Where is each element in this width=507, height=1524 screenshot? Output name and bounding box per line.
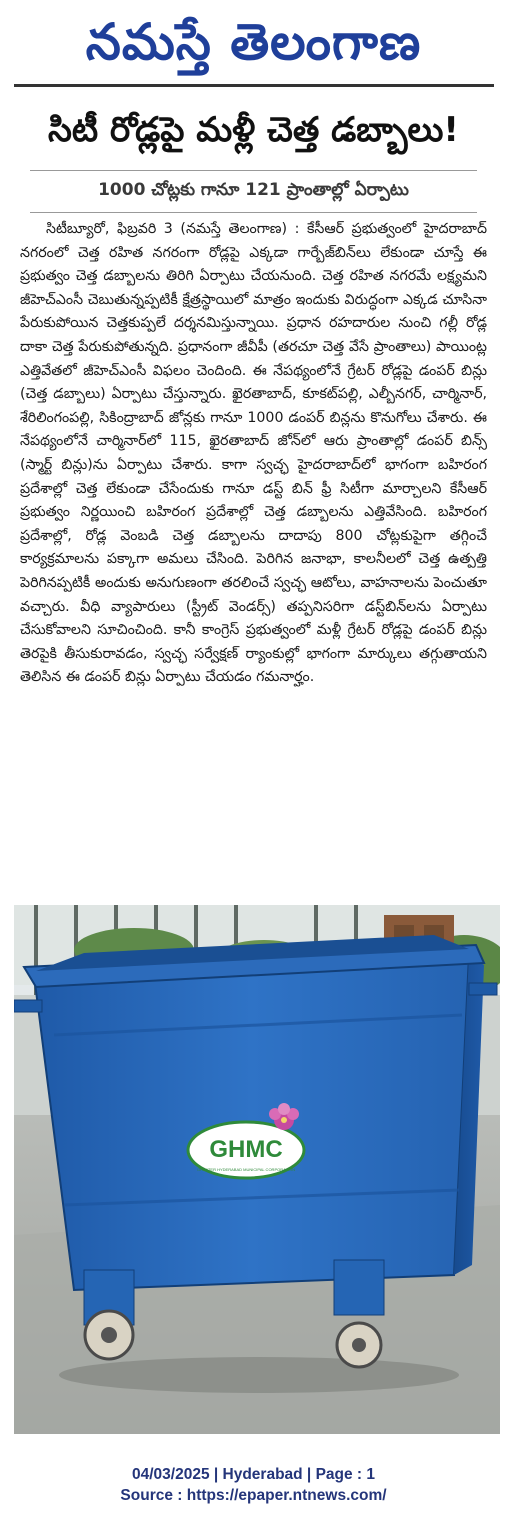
masthead-divider <box>14 84 494 87</box>
photo-illustration <box>14 905 500 1434</box>
dumper-bin-photo <box>14 905 500 1434</box>
headline-divider <box>30 170 477 171</box>
wheel <box>85 1311 133 1359</box>
article-headline: సిటీ రోడ్లపై మళ్లీ చెత్త డబ్బాలు! <box>48 110 459 150</box>
page-footer <box>0 1464 507 1506</box>
article-paragraph: సిటీబ్యూరో, ఫిబ్రవరి 3 (నమస్తే తెలంగాణ) : కేసీఆర్ ప్రభుత్వంలో హైదరాబాద్ నగరంలో చెత్త రహిత నగరంగా రోడ్లపై ఎక్కడా గార్బేజ్‌బిన్‌లు లేకుండా చూస్తే ఈ ప్రభుత్వం చెత్త డబ్బాలను తిరిగి ఏర్పాటు చేయనుంది. చెత్త రహిత నగరమే లక్ష్యమని జీహెచ్‌ఎంసీ చెబుతున్నప్పటికీ క్షేత్రస్థాయిలో మాత్రం ఇందుకు విరుద్ధంగా ఎక్కడ చూసినా పేరుకుపోయిన చెత్తకుప్పలే దర్శనమిస్తున్నాయి. ప్రధాన రహదారుల నుంచి గల్లీ రోడ్ల దాకా చెత్త పేరుకుపోతున్నది. ప్రధానంగా జీవీపీ (తరచూ చెత్త వేసే ప్రాంతాలు) పాయింట్ల ఎత్తివేతలో జీహెచ్‌ఎంసీ విఫలం చెందింది. ఈ నేపథ్యంలోనే గ్రేటర్ రోడ్లపై డంపర్ బిన్లు (చెత్త డబ్బాలు) ఏర్పాటు చేస్తున్నారు. ఖైరతాబాద్, కూకట్‌పల్లి, ఎల్బీనగర్, చార్మినార్, శేరిలింగంపల్లి, సికింద్రాబాద్ జోన్లకు గానూ 1000 డంపర్ బిన్లను కొనుగోలు చేశారు. ఈ నేపథ్యంలోనే చార్మినార్‌లో 115, ఖైరతాబాద్ జోన్‌లో ఆరు ప్రాంతాల్లో డంపర్ బిన్స్ (స్మార్ట్ బిన్లు)ను ఏర్పాటు చేశారు. కాగా స్వచ్ఛ హైదరాబాద్‌లో భాగంగా బహిరంగ ప్రదేశాల్లో చెత్త లేకుండా చేసేందుకు గానూ డస్ట్ బిన్ ఫ్రీ సిటీగా మార్చాలని కేసీఆర్ ప్రభుత్వం నిర్ణయించి బహిరంగ ప్రదేశాల్లో చెత్త డబ్బాలను ఎత్తివేసింది. బహిరంగ ప్రదేశాల్లో, రోడ్ల వెంబడి చెత్త డబ్బాలను దాదాపు 800 చోట్లకుపైగా తగ్గించే కార్యక్రమాలను పక్కాగా అమలు చేసింది. పెరిగిన జనాభా, కాలనీలలో చెత్త ఉత్పత్తి పెరిగినప్పటికీ అందుకు అనుగుణంగా తరలించే స్వచ్ఛ ఆటోలు, వాహనాలను పెంచుతూ వచ్చారు. వీధి వ్యాపారులు (స్ట్రీట్ వెండర్స్) తప్పనిసరిగా డస్ట్‌బిన్‌లను ఏర్పాటు చేసుకోవాలని సూచించింది. కానీ కాంగ్రెస్ ప్రభుత్వంలో మళ్లీ గ్రేటర్ రోడ్లపై డంపర్ బిన్లు తెరపైకి తీసుకురావడం, స్వచ్ఛ సర్వేక్షణ్ ర్యాంకుల్లో భాగంగా మార్కులు తగ్గుతాయని తెలిసిన ఈ డంపర్ బిన్లు ఏర్పాటు చేయడం గమనార్హం. <box>20 221 487 686</box>
footer-date-line: 04/03/2025 | Hyderabad | Page : 1 <box>131 1466 376 1483</box>
logo-text: GHMC <box>209 1136 283 1163</box>
masthead <box>0 0 507 84</box>
headline-block <box>0 98 507 162</box>
logo-small-text: GREATER HYDERABAD MUNICIPAL CORPORATION <box>196 1167 296 1172</box>
footer-source-line: Source : https://epaper.ntnews.com/ <box>120 1487 387 1504</box>
wheel <box>337 1323 381 1367</box>
article-subheadline: 1000 చోట్లకు గానూ 121 ప్రాంతాల్లో ఏర్పాటు <box>98 180 409 200</box>
article-body <box>20 218 487 883</box>
subheadline-block <box>0 178 507 206</box>
subheadline-divider <box>30 212 477 213</box>
newspaper-title: నమస్తే తెలంగాణ <box>85 13 422 71</box>
